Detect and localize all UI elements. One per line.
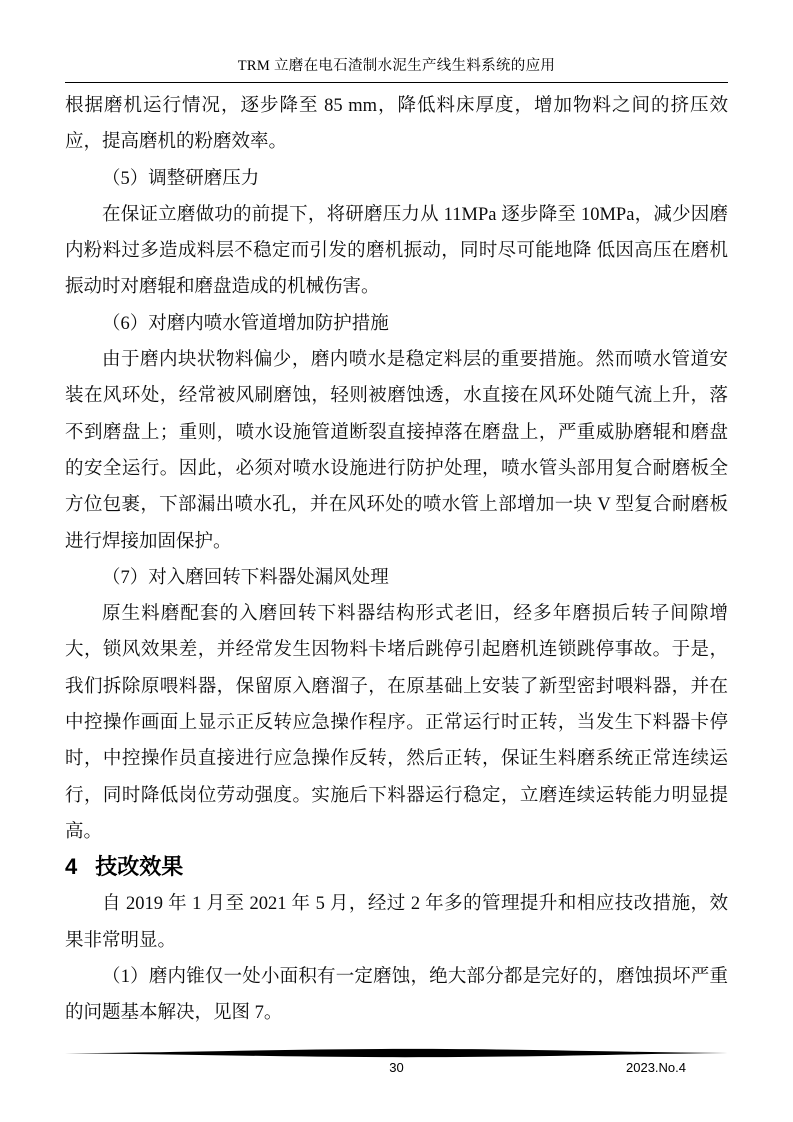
body-paragraph: 自 2019 年 1 月至 2021 年 5 月，经过 2 年多的管理提升和相应技改措施，效果非常明显。 <box>65 894 728 951</box>
body-paragraph: 原生料磨配套的入磨回转下料器结构形式老旧，经多年磨损后转子间隙增大，锁风效果差，并经常发生因物料卡堵后跳停引起磨机连锁跳停事故。于是，我们拆除原喂料器，保留原入磨溜子，在原基础上安装了新型密封喂料器，并在中控操作画面上显示正反转应急操作程序。正常运行时正转，当发生下料器卡停时，中控操作员直接进行应急操作反转，然后正转，保证生料磨系统正常连续运行，同时降低岗位劳动强度。实施后下料器运行稳定，立磨连续运转能力明显提高。 <box>65 604 728 842</box>
page-body <box>65 88 728 1031</box>
page-number: 30 <box>389 1060 404 1075</box>
body-paragraph: 在保证立磨做功的前提下，将研磨压力从 11MPa 逐步降至 10MPa，减少因磨内粉料过多造成料层不稳定而引发的磨机振动，同时尽可能地降 低因高压在磨机振动时对磨辊和磨盘造成的机械伤害。 <box>65 204 728 298</box>
subitem-5-heading: （5）调整研磨压力 <box>102 168 260 189</box>
body-paragraph: 由于磨内块状物料偏少，磨内喷水是稳定料层的重要措施。然而喷水管道安装在风环处，经常被风刷磨蚀，轻则被磨蚀透，水直接在风环处随气流上升，落不到磨盘上；重则，喷水设施管道断裂直接掉落在磨盘上，严重威胁磨辊和磨盘的安全运行。因此，必须对喷水设施进行防护处理，喷水管头部用复合耐磨板全方位包裹，下部漏出喷水孔，并在风环处的喷水管上部增加一块 V 型复合耐磨板进行焊接加固保护。 <box>65 350 728 552</box>
issue-number: 2023.No.4 <box>626 1060 686 1075</box>
subitem-6-heading: （6）对磨内喷水管道增加防护措施 <box>102 313 389 334</box>
running-header-title: TRM 立磨在电石渣制水泥生产线生料系统的应用 <box>237 58 556 74</box>
body-paragraph-continued: 根据磨机运行情况，逐步降至 85 mm，降低料床厚度，增加物料之间的挤压效应，提高磨机的粉磨效率。 <box>65 96 728 153</box>
section-number: 4 <box>65 854 78 880</box>
body-paragraph: （1）磨内锥仅一处小面积有一定磨蚀，绝大部分都是完好的，磨蚀损坏严重的问题基本解决，见图 7。 <box>65 966 728 1024</box>
page-footer <box>65 1048 728 1088</box>
footer-row <box>65 1060 728 1078</box>
section-heading <box>65 852 728 882</box>
running-header <box>65 56 728 83</box>
subitem-7-heading: （7）对入磨回转下料器处漏风处理 <box>102 567 389 588</box>
section-title: 技改效果 <box>95 854 184 880</box>
footer-rule-bar <box>65 1048 728 1058</box>
